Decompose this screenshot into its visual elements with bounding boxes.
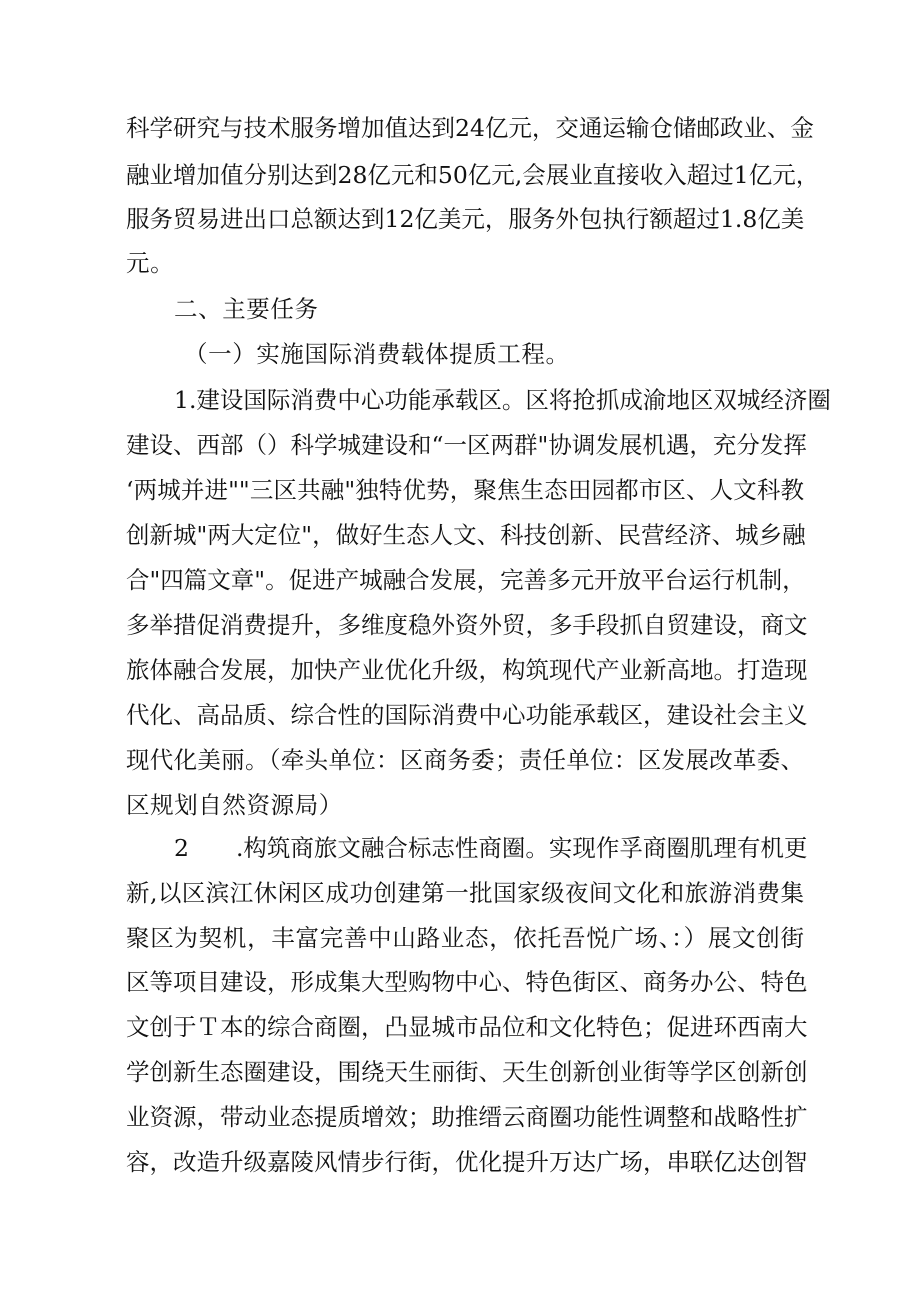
section-heading: 二、主要任务 — [174, 295, 319, 323]
paragraph-line: 科学研究与技术服务增加值达到24亿元，交通运输仓储邮政业、金 — [126, 114, 814, 142]
paragraph-line: 业资源，带动业态提质增效；助推缙云商圈功能性调整和战略性扩 — [126, 1103, 808, 1131]
paragraph-line: 融业增加值分别达到28亿元和50亿元,会展业直接收入超过1亿元， — [126, 161, 820, 189]
paragraph-line: 区规划自然资源局） — [126, 791, 343, 819]
paragraph-line: 建设、西部（）科学城建设和“一区两群"协调发展机遇，充分发挥 — [126, 431, 807, 459]
paragraph-line: 1.建设国际消费中心功能承载区。区将抢抓成渝地区双城经济圈 — [174, 386, 831, 414]
paragraph-line: 容，改造升级嘉陵风情步行街，优化提升万达广场，串联亿达创智 — [126, 1148, 808, 1176]
paragraph-line: 新,以区滨江休闲区成功创建第一批国家级夜间文化和旅游消费集 — [126, 879, 804, 907]
paragraph-line: 聚区为契机，丰富完善中山路业态，依托吾悦广场、：）展文创街 — [126, 924, 804, 952]
paragraph-line: 2 .构筑商旅文融合标志性商圈。实现作孚商圈肌理有机更 — [174, 834, 808, 862]
paragraph-line: 合"四篇文章"。促进产城融合发展，完善多元开放平台运行机制， — [126, 566, 806, 594]
paragraph-line: 文创于Ｔ本的综合商圈，凸显城市品位和文化特色；促进环西南大 — [126, 1013, 808, 1041]
paragraph-line: 旅体融合发展，加快产业优化升级，构筑现代产业新高地。打造现 — [126, 656, 808, 684]
paragraph-line: 代化、高品质、综合性的国际消费中心功能承载区，建设社会主义 — [126, 701, 808, 729]
paragraph-line: 多举措促消费提升，多维度稳外资外贸，多手段抓自贸建设，商文 — [126, 611, 808, 639]
paragraph-line: 创新城"两大定位"，做好生态人文、科技创新、民营经济、城乡融 — [126, 521, 806, 549]
paragraph-line: 现代化美丽。（牵头单位：区商务委；责任单位：区发展改革委、 — [126, 746, 804, 774]
paragraph-line: ‘两城并进""三区共融"独特优势，聚焦生态田园都市区、人文科教 — [126, 476, 804, 504]
paragraph-line: 学创新生态圈建设，围绕天生丽街、天生创新创业街等学区创新创 — [126, 1058, 808, 1086]
subsection-heading: （一）实施国际消费载体提质工程。 — [184, 340, 570, 368]
paragraph-line: 区等项目建设，形成集大型购物中心、特色街区、商务办公、特色 — [126, 968, 808, 996]
paragraph-line: 元。 — [126, 249, 175, 277]
paragraph-line: 服务贸易进出口总额达到12亿美元，服务外包执行额超过1.8亿美 — [126, 205, 805, 233]
